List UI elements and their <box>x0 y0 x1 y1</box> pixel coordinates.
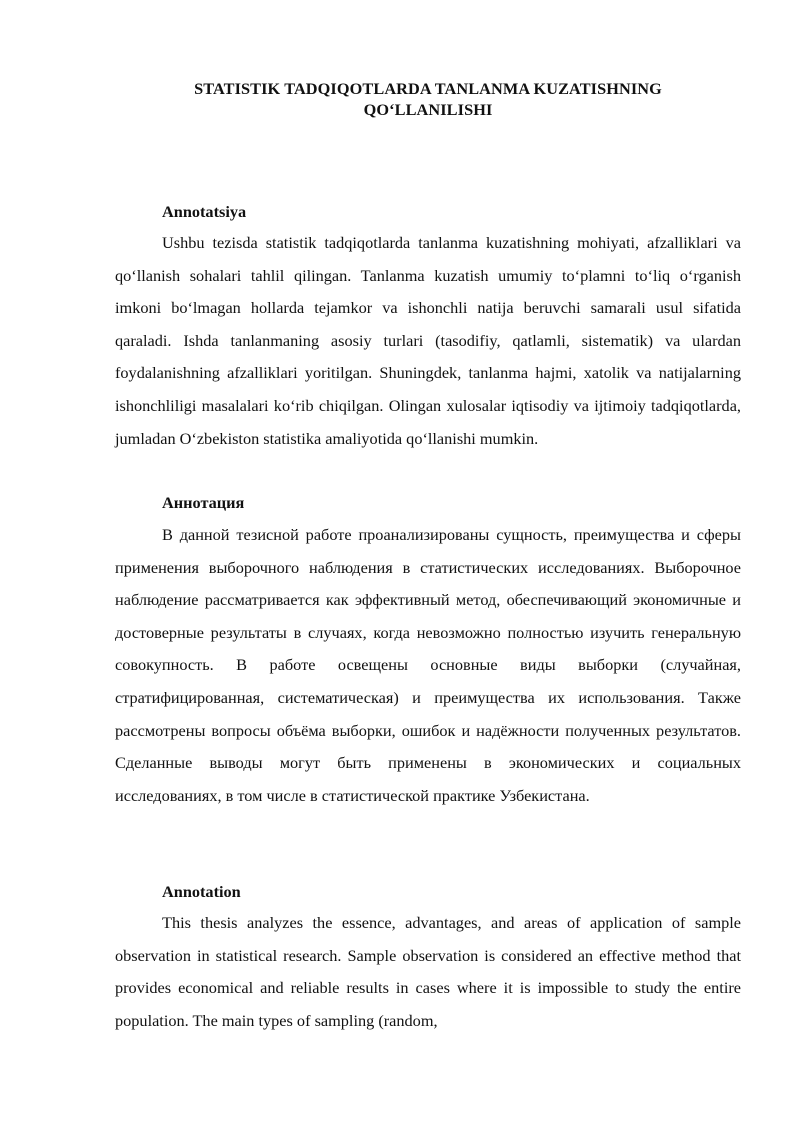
document-title <box>115 78 741 120</box>
annotation-uz-heading: Annotatsiya <box>162 202 247 221</box>
title-line-2: QO‘LLANILISHI <box>363 100 493 119</box>
title-line-1: STATISTIK TADQIQOTLARDA TANLANMA KUZATISHNING <box>194 79 662 98</box>
annotation-ru-text: В данной тезисной работе проанализированы сущность, преимущества и сферы применения выборочного наблюдения в статистических исследованиях. Выборочное наблюдение рассматривается как эффективный метод, обеспечивающий экономичные и достоверные результаты в случаях, когда невозможно полностью изучить генеральную совокупность. В работе освещены основные виды выборки (случайная, стратифицированная, систематическая) и преимущества их использования. Также рассмотрены вопросы объёма выборки, ошибок и надёжности полученных результатов. Сделанные выводы могут быть применены в экономических и социальных исследованиях, в том числе в статистической практике Узбекистана. <box>115 525 741 805</box>
annotation-en-text: This thesis analyzes the essence, advantages, and areas of application of sample observation in statistical research. Sample observation is considered an effective method that provides economical and reliable results in cases where it is impossible to study the entire population. The main types of sampling (random, <box>115 913 741 1030</box>
annotation-en-heading: Annotation <box>162 882 241 901</box>
annotation-uz-text: Ushbu tezisda statistik tadqiqotlarda tanlanma kuzatishning mohiyati, afzalliklari va qo‘llanish sohalari tahlil qilingan. Tanlanma kuzatish umumiy to‘plamni to‘liq o‘rganish imkoni bo‘lmagan hollarda tejamkor va ishonchli natija beruvchi samarali usul sifatida qaraladi. Ishda tanlanmaning asosiy turlari (tasodifiy, qatlamli, sistematik) va ulardan foydalanishning afzalliklari yoritilgan. Shuningdek, tanlanma hajmi, xatolik va natijalarning ishonchliligi masalalari ko‘rib chiqilgan. Olingan xulosalar iqtisodiy va ijtimoiy tadqiqotlarda, jumladan O‘zbekiston statistika amaliyotida qo‘llanishi mumkin. <box>115 233 741 448</box>
annotation-ru-heading: Аннотация <box>162 493 245 512</box>
